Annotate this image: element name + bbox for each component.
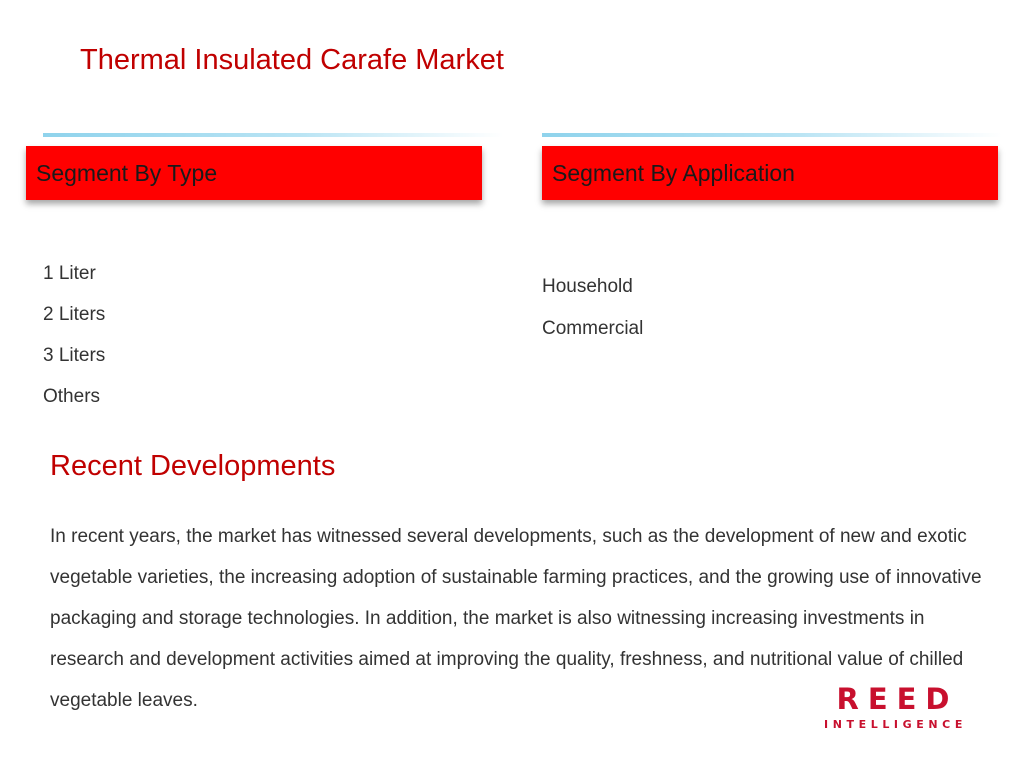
list-item: 1 Liter xyxy=(43,263,96,284)
page-title: Thermal Insulated Carafe Market xyxy=(80,44,504,76)
segment-by-type-list xyxy=(43,262,105,426)
list-item: 2 Liters xyxy=(43,304,106,325)
logo-wordmark: REED xyxy=(836,682,959,716)
list-item: 3 Liters xyxy=(43,345,106,366)
list-item: Others xyxy=(43,386,101,407)
segment-by-application-label: Segment By Application xyxy=(552,159,795,186)
segment-by-application-list xyxy=(542,275,643,359)
recent-developments-body: In recent years, the market has witnessed several developments, such as the development of new and exotic vegetable varieties, the increasing adoption of sustainable farming practices, and the growing use of innovative packaging and storage technologies. In addition, the market is also witnessing increasing investments in research and development activities aimed at improving the quality, freshness, and nutritional value of chilled vegetable leaves. xyxy=(50,526,982,711)
list-item: Household xyxy=(542,276,633,297)
reed-intelligence-logo xyxy=(820,684,966,732)
recent-developments-heading: Recent Developments xyxy=(50,450,336,482)
accent-divider-left xyxy=(43,133,503,137)
segment-by-application-header xyxy=(542,146,998,200)
segment-by-type-label: Segment By Type xyxy=(36,159,218,186)
accent-divider-right xyxy=(542,133,1002,137)
list-item: Commercial xyxy=(542,318,644,339)
logo-tagline: INTELLIGENCE xyxy=(824,718,967,731)
segment-by-type-header xyxy=(26,146,482,200)
